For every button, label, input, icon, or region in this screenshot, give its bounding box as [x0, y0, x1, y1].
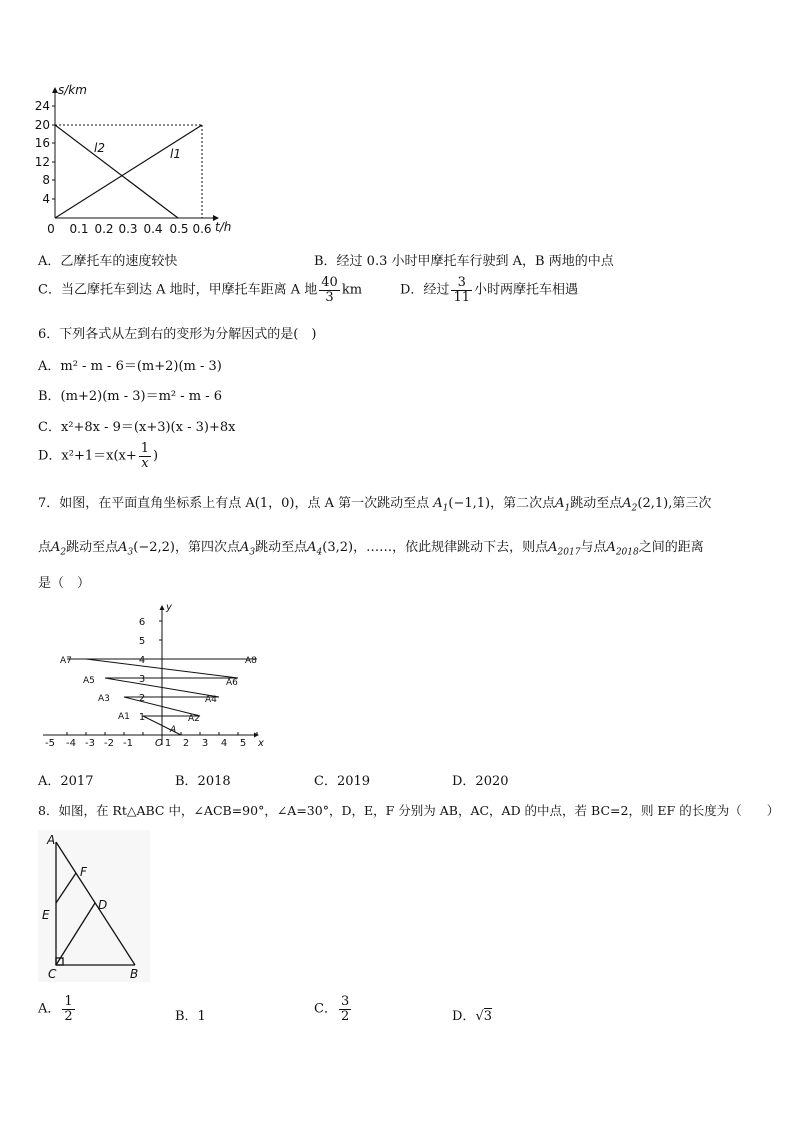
x-tick: -2 [104, 738, 114, 749]
y-tick: 2 [138, 693, 146, 704]
q7-text: 与点 [580, 540, 607, 555]
q7-stem-line-3: 是（ ） [38, 576, 91, 591]
q8-option-d [452, 1005, 492, 1024]
point-e: E [42, 908, 50, 922]
q5-option-a: A．乙摩托车的速度较快 [38, 254, 178, 269]
y-tick: 1 [138, 712, 146, 723]
denominator: 3 [325, 289, 334, 305]
point-label: $A_1$ [433, 496, 449, 514]
x-axis-label: t/h [215, 220, 232, 234]
numerator: 1 [64, 994, 73, 1009]
q7-text: 点 [38, 540, 52, 555]
q7-option-b: B．2018 [175, 774, 231, 789]
q6-stem: 6．下列各式从左到右的变形为分解因式的是( ) [38, 327, 317, 342]
q5-option-c [38, 276, 362, 304]
q5-option-b: B．经过 0.3 小时甲摩托车行驶到 A，B 两地的中点 [314, 254, 614, 269]
vertex-c: C [48, 967, 57, 981]
x-tick: 0.6 [192, 222, 212, 236]
x-tick: 0 [47, 222, 55, 236]
q7-text: ，第二次点 [490, 496, 556, 511]
coord: (−1,1) [448, 496, 491, 511]
x-tick: 0.2 [94, 222, 114, 236]
q7-text: ，……，依此规律跳动下去，则点 [353, 540, 549, 555]
x-tick: 4 [220, 738, 228, 749]
x-tick: 0.5 [169, 222, 189, 236]
y-tick: 4 [138, 655, 146, 666]
line-l2 [55, 125, 178, 218]
numerator: 40 [321, 275, 338, 290]
fraction [139, 442, 151, 470]
q8-option-a-label: A． [38, 1001, 61, 1017]
y-tick: 16 [34, 136, 50, 150]
denominator: 2 [64, 1008, 73, 1024]
y-axis-label: s/km [58, 83, 87, 97]
point-label-a1: A1 [118, 712, 130, 722]
point-label-a8: A8 [245, 656, 257, 666]
y-tick: 4 [42, 192, 50, 206]
q7-text: 跳动至点 [66, 540, 119, 555]
fraction [319, 276, 340, 304]
q7-stem-line-1: 7．如图，在平面直角坐标系上有点 A(1，0)，点 A 第一次跳动至点 $A_1(-1,1)$，第二次点$A_1$跳动至点$A_2(2,1)$,第三次 [38, 496, 712, 514]
q8-option-c-label: C． [314, 1001, 337, 1017]
line-l1 [55, 125, 202, 218]
fraction [62, 995, 74, 1023]
q7-text: 之间的距离 [638, 540, 704, 555]
q6-option-c: C．x²+8x - 9＝(x+3)(x - 3)+8x [38, 420, 236, 435]
x-tick: -1 [123, 738, 133, 749]
coord: (3,2) [322, 540, 354, 555]
y-tick: 20 [34, 118, 50, 132]
y-tick: 5 [138, 636, 146, 647]
y-tick: 12 [34, 155, 50, 169]
point-label: $A_2$ [622, 496, 638, 514]
q6-option-d-text: D．x²+1＝x(x+ [38, 448, 137, 464]
q6-option-b: B．(m+2)(m - 3)＝m² - m - 6 [38, 389, 223, 404]
y-tick: 24 [34, 99, 50, 113]
q7-stem-line-2 [38, 536, 704, 558]
q8-stem: 8．如图，在 Rt△ABC 中，∠ACB=90°，∠A=30°，D，E，F 分别为 AB，AC，AD 的中点，若 BC=2，则 EF 的长度为（ ） [38, 803, 780, 818]
vertex-a: A [47, 833, 56, 847]
numerator: 3 [451, 276, 472, 291]
origin-label: O [155, 738, 163, 749]
point-label-a6: A6 [226, 678, 238, 688]
q7-coordinate-graph [38, 600, 268, 750]
q6-option-d-tail: ) [153, 448, 159, 464]
q7-text: 跳动至点 [255, 540, 308, 555]
q5-option-c-text: C．当乙摩托车到达 A 地时，甲摩托车距离 A 地 [38, 282, 318, 298]
y-tick: 6 [138, 617, 146, 628]
x-tick: 0.3 [118, 222, 138, 236]
numerator: 3 [340, 994, 350, 1009]
x-tick: -3 [85, 738, 95, 749]
y-tick: 3 [138, 674, 146, 685]
point-label: $A_{2017}$ [548, 540, 581, 558]
q7-text: ，第四次点 [175, 540, 241, 555]
line-l1-label: l1 [170, 147, 181, 161]
q7-text: 7．如图，在平面直角坐标系上有点 A(1，0)，点 A 第一次跳动至点 [38, 496, 430, 511]
q7-text: 第三次 [672, 496, 712, 511]
q7-text: 跳动至点 [570, 496, 623, 511]
q5-option-d-text: D．经过 [400, 282, 450, 298]
denominator: 11 [453, 289, 470, 305]
q5-distance-time-graph [30, 80, 240, 240]
denominator: 2 [340, 1008, 350, 1024]
q7-option-c: C．2019 [314, 774, 371, 789]
point-label-a4: A4 [205, 695, 217, 705]
y-axis-label: y [166, 602, 172, 613]
point-label-a: A [170, 725, 177, 735]
q5-option-d [400, 276, 578, 304]
x-tick: -4 [66, 738, 76, 749]
coord: (−2,2) [133, 540, 175, 555]
q8-option-c [314, 995, 353, 1023]
q8-triangle-figure [38, 830, 150, 982]
point-label: $A_{2018}$ [606, 540, 639, 558]
point-label: $A_2$ [51, 540, 67, 558]
point-label-a7: A7 [60, 656, 72, 666]
x-tick: 2 [182, 738, 190, 749]
q8-option-b: B．1 [175, 1009, 206, 1024]
point-d: D [98, 898, 108, 912]
point-label-a2: A2 [188, 714, 200, 724]
q6-option-a: A．m² - m - 6＝(m+2)(m - 3) [38, 359, 222, 374]
numerator: 1 [140, 441, 150, 456]
q7-option-a: A．2017 [38, 774, 94, 789]
line-l2-label: l2 [94, 141, 105, 155]
point-label-a3: A3 [98, 694, 110, 704]
x-tick: 0.1 [69, 222, 89, 236]
y-tick: 8 [42, 173, 50, 187]
q6-option-d [38, 442, 158, 470]
x-tick: 3 [201, 738, 209, 749]
x-axis-label: x [258, 738, 264, 749]
x-tick: -5 [45, 738, 55, 749]
q7-option-d: D．2020 [452, 774, 509, 789]
sqrt-sign: √ [475, 1009, 484, 1024]
point-label: $A_4$ [307, 540, 323, 558]
vertex-b: B [130, 967, 139, 981]
coord: (2,1) [637, 496, 669, 511]
x-tick: 0.4 [143, 222, 163, 236]
x-tick: 5 [239, 738, 247, 749]
denominator: x [141, 455, 149, 471]
fraction [339, 995, 351, 1023]
point-label: $A_1$ [555, 496, 571, 514]
point-f: F [80, 865, 87, 879]
fraction [451, 276, 472, 304]
point-label-a5: A5 [83, 676, 95, 686]
point-label: $A_3$ [118, 540, 134, 558]
q5-option-d-tail: 小时两摩托车相遇 [473, 282, 578, 298]
q8-option-a [38, 995, 77, 1023]
radicand: 3 [483, 1009, 493, 1024]
point-label: $A_3$ [240, 540, 256, 558]
x-tick: 1 [164, 738, 172, 749]
q8-option-d-label: D． [452, 1009, 476, 1024]
q5-option-c-unit: km [341, 282, 363, 298]
jump-path [86, 659, 257, 735]
